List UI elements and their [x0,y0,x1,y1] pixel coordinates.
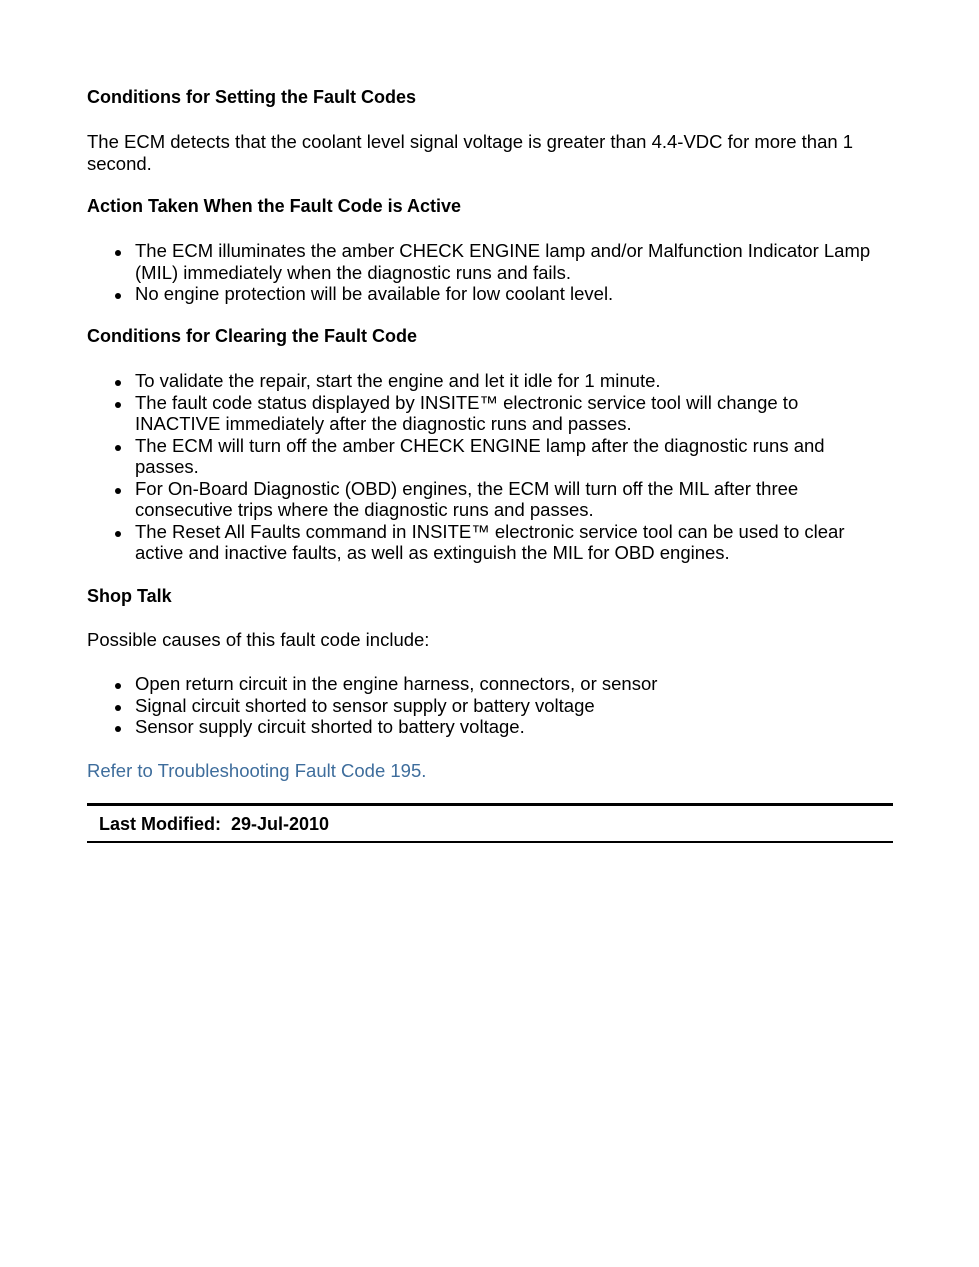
bullet-icon [115,293,121,299]
list-item: Signal circuit shorted to sensor supply or battery voltage [87,695,887,717]
bullet-icon [115,445,121,451]
bullet-icon [115,726,121,732]
list-item: The ECM will turn off the amber CHECK ENGINE lamp after the diagnostic runs and passes. [87,435,887,478]
list-item: To validate the repair, start the engine and let it idle for 1 minute. [87,370,887,392]
troubleshooting-link[interactable]: Refer to Troubleshooting Fault Code 195. [87,760,427,781]
list-item: For On-Board Diagnostic (OBD) engines, the ECM will turn off the MIL after three consecutive trips where the diagnostic runs and passes. [87,478,887,521]
bullet-icon [115,531,121,537]
heading-setting-conditions: Conditions for Setting the Fault Codes [87,87,416,107]
bullet-icon [115,380,121,386]
bullet-icon [115,250,121,256]
last-modified-label: Last Modified: 29-Jul-2010 [99,814,330,834]
list-item: No engine protection will be available for low coolant level. [87,283,887,305]
list-item: The fault code status displayed by INSITE™ electronic service tool will change to INACTIVE immediately after the diagnostic runs and passes. [87,392,887,435]
footer-bar [87,803,893,843]
bullet-icon [115,705,121,711]
list-item: Sensor supply circuit shorted to battery voltage. [87,716,887,738]
heading-shop-talk: Shop Talk [87,586,172,606]
clearing-list [87,370,887,564]
bullet-icon [115,683,121,689]
list-item: Open return circuit in the engine harness, connectors, or sensor [87,673,887,695]
heading-action-taken: Action Taken When the Fault Code is Active [87,196,462,216]
shop-talk-intro: Possible causes of this fault code include: [87,629,430,650]
list-item: The ECM illuminates the amber CHECK ENGINE lamp and/or Malfunction Indicator Lamp (MIL) immediately when the diagnostic runs and fails. [87,240,887,283]
causes-list [87,673,887,738]
bullet-icon [115,402,121,408]
bullet-icon [115,488,121,494]
heading-clearing-conditions: Conditions for Clearing the Fault Code [87,326,417,346]
action-list [87,240,887,305]
setting-conditions-text: The ECM detects that the coolant level signal voltage is greater than 4.4-VDC for more than 1 second. [87,131,854,174]
list-item: The Reset All Faults command in INSITE™ electronic service tool can be used to clear active and inactive faults, as well as extinguish the MIL for OBD engines. [87,521,887,564]
